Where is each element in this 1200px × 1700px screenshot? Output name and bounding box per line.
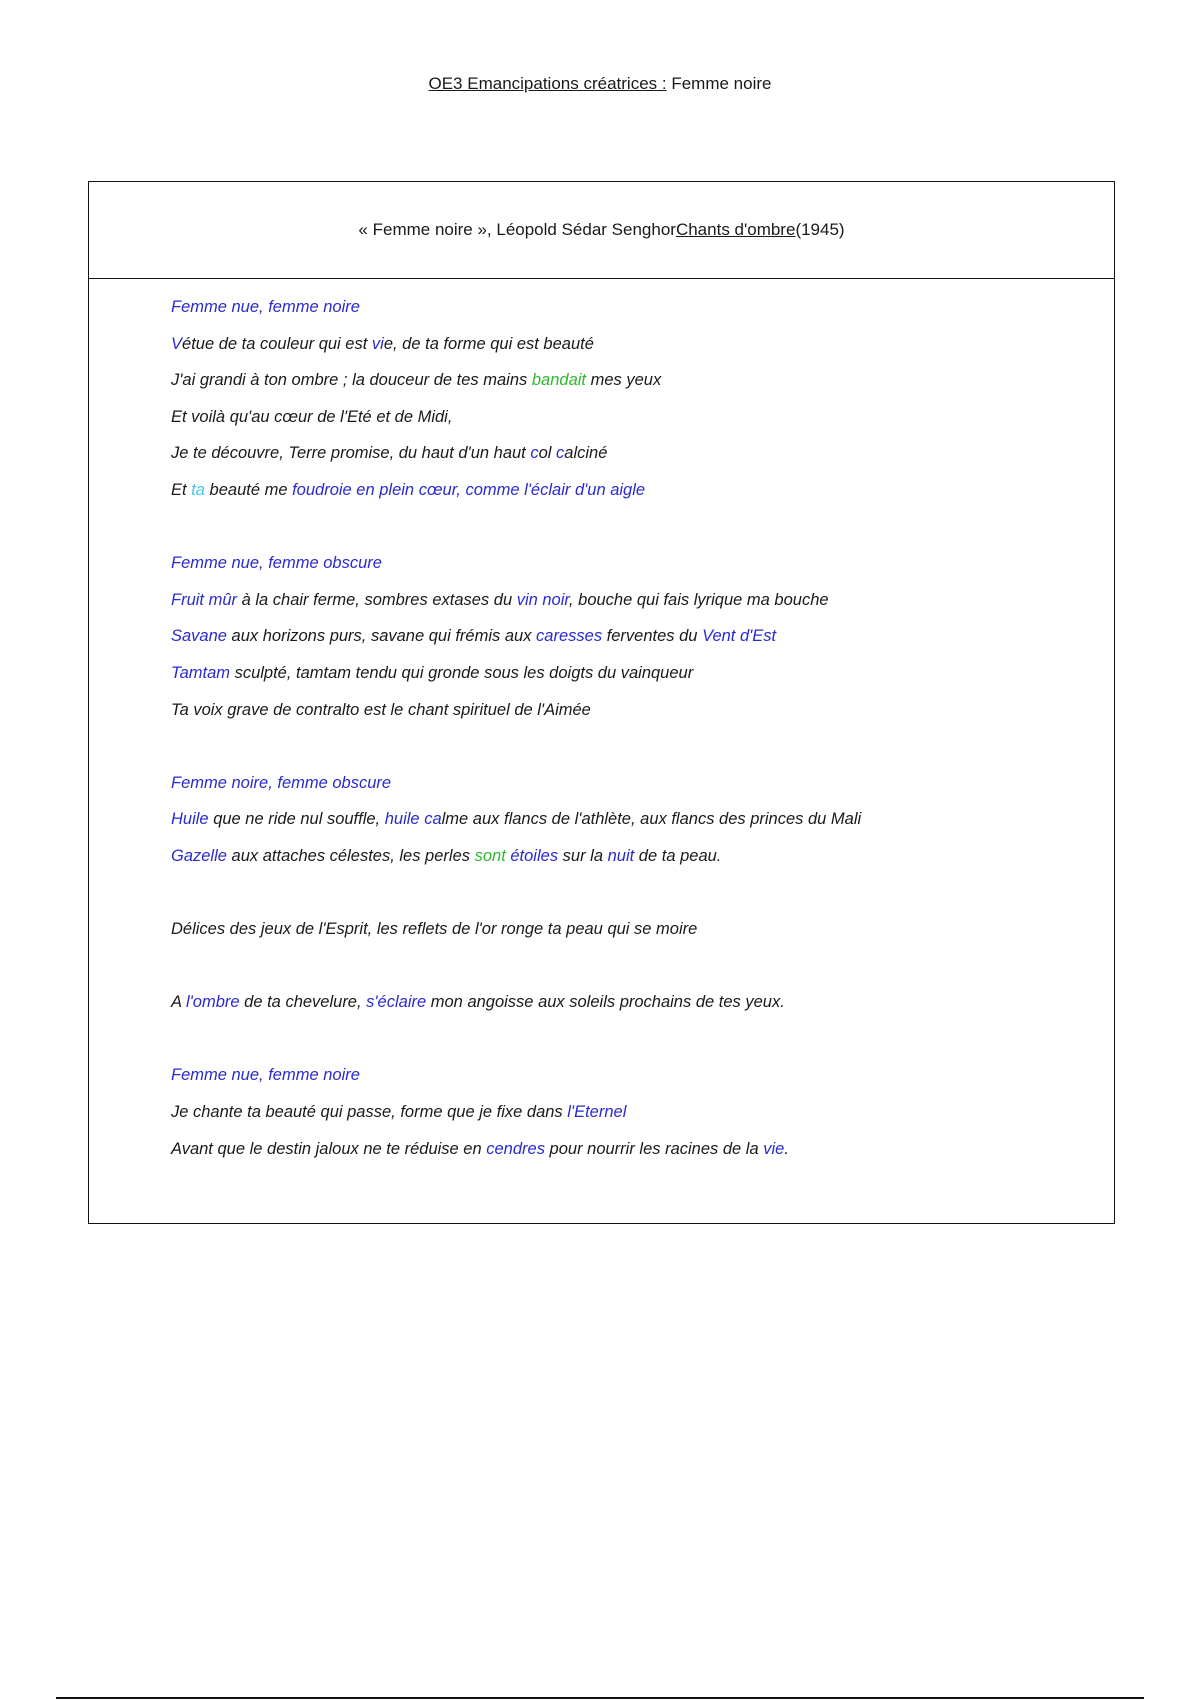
poem-segment: sculpté, tamtam tendu qui gronde sous les doigts du vainqueur: [230, 663, 694, 682]
poem-frame: [88, 181, 1115, 1224]
poem-line: [171, 435, 1071, 472]
poem-segment: Et voilà qu'au cœur de l'Eté et de Midi,: [171, 407, 453, 426]
stanza-gap: [171, 509, 1071, 546]
stanza-gap: [171, 1021, 1071, 1058]
poem-line: [171, 582, 1071, 619]
poem-segment: c: [556, 444, 565, 463]
poem-line: [171, 838, 1071, 875]
poem-segment: alciné: [564, 444, 608, 463]
poem-line: [171, 1094, 1071, 1131]
citation-book: Chants d'ombre: [675, 220, 796, 239]
poem-segment: étue de ta couleur qui est: [182, 334, 372, 353]
poem-segment: Huile: [171, 810, 209, 829]
poem-segment: Femme noire, femme obscure: [171, 773, 392, 792]
poem-segment: Tamtam: [171, 663, 230, 682]
poem-segment: A: [171, 993, 186, 1012]
poem-segment: cendres: [486, 1139, 545, 1158]
poem-segment: à la chair ferme, sombres extases du: [237, 590, 517, 609]
poem-segment: Fruit mûr: [171, 590, 237, 609]
poem-segment: Femme nue, femme noire: [171, 298, 360, 316]
poem-line: [171, 545, 1071, 582]
stanza-gap: [171, 948, 1071, 985]
poem-segment: pour nourrir les racines de la: [544, 1139, 764, 1158]
poem-line: [171, 911, 1071, 948]
poem-segment: ol: [538, 444, 557, 463]
citation-year: (1945): [795, 220, 845, 239]
citation-header: [89, 182, 1114, 279]
poem-segment: Femme nue, femme noire: [171, 1066, 360, 1085]
poem-segment: bandait: [531, 371, 586, 390]
poem-segment: étoiles: [510, 846, 559, 865]
poem-segment: vie: [763, 1139, 785, 1158]
poem-segment: V: [171, 334, 183, 353]
poem-segment: aux attaches célestes, les perles: [226, 846, 475, 865]
poem-segment: s'éclaire: [366, 993, 427, 1012]
poem-text: [171, 289, 1071, 1167]
document-title: [0, 74, 1200, 94]
poem-segment: mon angoisse aux soleils prochains de tes yeux.: [426, 993, 785, 1012]
poem-line: [171, 289, 1071, 326]
poem-line: [171, 472, 1071, 509]
poem-segment: ferventes du: [602, 627, 703, 646]
poem-line: [171, 655, 1071, 692]
poem-segment: Je te découvre, Terre promise, du haut d'un haut: [171, 444, 531, 463]
poem-segment: huile: [384, 810, 420, 829]
poem-segment: c: [530, 444, 539, 463]
poem-line: [171, 326, 1071, 363]
poem-segment: Et: [171, 480, 192, 499]
poem-segment: ca: [424, 810, 442, 829]
page-footer-rule: [56, 1697, 1144, 1699]
poem-segment: Femme nue, femme obscure: [171, 554, 382, 573]
poem-segment: e, de ta forme qui est beauté: [383, 334, 594, 353]
poem-line: [171, 1057, 1071, 1094]
poem-segment: beauté me: [204, 480, 293, 499]
poem-segment: Avant que le destin jaloux ne te réduise en: [171, 1139, 487, 1158]
poem-segment: Ta voix grave de contralto est le chant spirituel de l'Aimée: [171, 700, 591, 719]
poem-segment: Savane: [171, 627, 227, 646]
course-label: OE3 Emancipations créatrices :: [428, 74, 667, 93]
poem-line: [171, 765, 1071, 802]
poem-line: [171, 399, 1071, 436]
poem-segment: Vent d'Est: [702, 627, 777, 646]
poem-line: [171, 692, 1071, 729]
poem-segment: sur la: [558, 846, 608, 865]
poem-segment: sont: [474, 846, 506, 865]
subject-label: Femme noire: [666, 74, 772, 93]
poem-segment: J'ai grandi à ton ombre ; la douceur de tes mains: [171, 371, 532, 390]
poem-segment: de ta chevelure,: [239, 993, 367, 1012]
poem-segment: ta: [191, 480, 205, 499]
stanza-gap: [171, 875, 1071, 912]
poem-segment: Gazelle: [171, 846, 227, 865]
poem-segment: de ta peau.: [634, 846, 722, 865]
poem-line: [171, 362, 1071, 399]
poem-segment: l'ombre: [185, 993, 240, 1012]
poem-segment: lme aux flancs de l'athlète, aux flancs des princes du Mali: [441, 810, 862, 829]
poem-line: [171, 984, 1071, 1021]
poem-line: [171, 1131, 1071, 1168]
poem-segment: que ne ride nul souffle,: [208, 810, 385, 829]
poem-segment: , bouche qui fais lyrique ma bouche: [568, 590, 829, 609]
poem-line: [171, 618, 1071, 655]
poem-segment: vin noir: [516, 590, 569, 609]
poem-segment: Je chante ta beauté qui passe, forme que je fixe dans: [171, 1103, 568, 1122]
poem-segment: caresses: [536, 627, 603, 646]
poem-segment: Délices des jeux de l'Esprit, les reflets de l'or ronge ta peau qui se moire: [171, 920, 698, 939]
citation-title: « Femme noire », Léopold Sédar Senghor: [358, 220, 676, 239]
stanza-gap: [171, 728, 1071, 765]
poem-segment: nuit: [607, 846, 635, 865]
poem-segment: vi: [371, 334, 384, 353]
poem-segment: mes yeux: [586, 371, 662, 390]
poem-segment: .: [784, 1139, 789, 1158]
poem-line: [171, 801, 1071, 838]
poem-segment: l'Eternel: [567, 1103, 627, 1122]
poem-segment: aux horizons purs, savane qui frémis aux: [226, 627, 537, 646]
poem-segment: foudroie en plein cœur, comme l'éclair d'un aigle: [292, 480, 646, 499]
